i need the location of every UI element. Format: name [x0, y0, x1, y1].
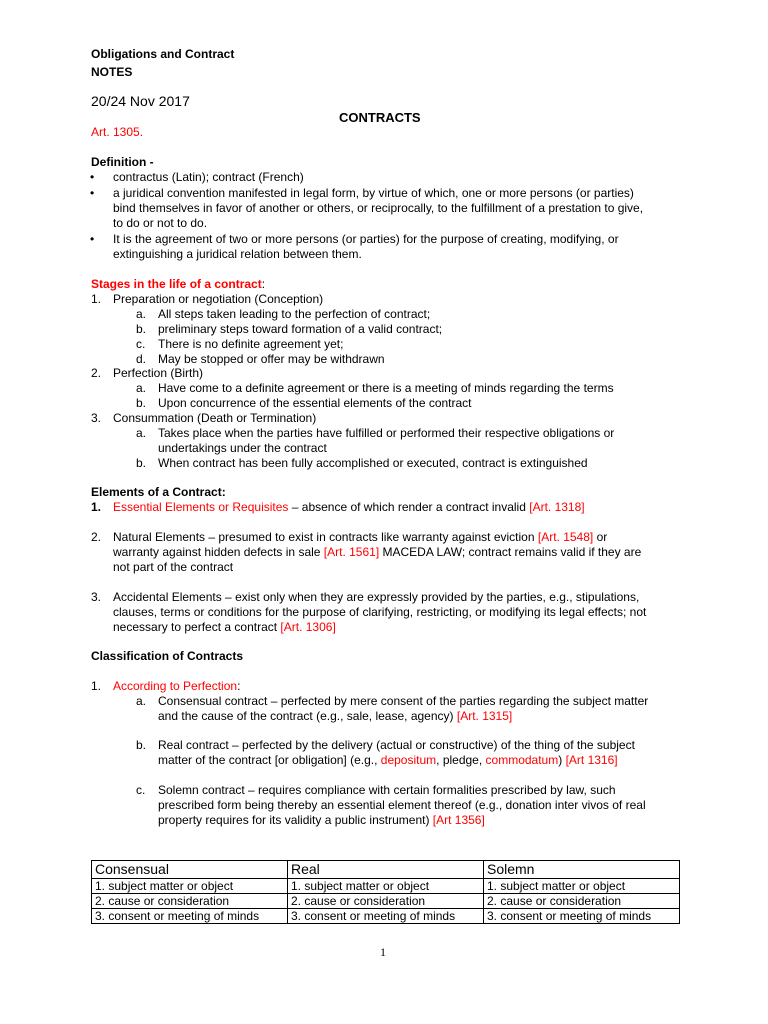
element-2-num: 2. — [91, 530, 102, 544]
table-header-solemn: Solemn — [484, 861, 680, 879]
class-a-art: [Art. 1315] — [456, 709, 513, 723]
class-c-letter: c. — [136, 783, 146, 797]
date: 20/24 Nov 2017 — [91, 93, 190, 109]
classification-1-num: 1. — [91, 679, 102, 693]
bullet-2: • — [90, 186, 95, 200]
table-cell: 1. subject matter or object — [288, 879, 484, 894]
page-title: CONTRACTS — [339, 110, 421, 125]
elements-heading: Elements of a Contract: — [91, 485, 226, 499]
table-cell: 2. cause or consideration — [92, 894, 288, 909]
definition-bullet-2-line1: a juridical convention manifested in legal form, by virtue of which, one or more persons (or parties) — [113, 186, 634, 200]
stages-heading — [91, 277, 265, 292]
class-a-line2 — [158, 709, 512, 724]
stage-1b-letter: b. — [136, 322, 147, 336]
stage-2-label: Perfection (Birth) — [113, 366, 204, 380]
stage-2a-letter: a. — [136, 381, 147, 395]
stage-1c-letter: c. — [136, 337, 146, 351]
stage-3a-text-line2: undertakings under the contract — [158, 441, 327, 455]
table-cell: 3. consent or meeting of minds — [92, 909, 288, 924]
table-row — [92, 879, 680, 894]
class-c-line3 — [158, 813, 485, 828]
table-row — [92, 894, 680, 909]
table-header-real: Real — [288, 861, 484, 879]
element-1 — [113, 500, 585, 515]
depositum: depositum — [380, 753, 437, 767]
element-2-text-c: warranty against hidden defects in sale — [113, 545, 324, 559]
table-cell: 1. subject matter or object — [484, 879, 680, 894]
header-notes: NOTES — [91, 65, 133, 79]
stage-3b-text: When contract has been fully accomplished or executed, contract is extinguished — [158, 456, 588, 470]
commodatum: commodatum — [485, 753, 559, 767]
element-2-text-a: Natural Elements – presumed to exist in contracts like warranty against eviction — [113, 530, 538, 544]
according-to-perfection: According to Perfection — [113, 679, 238, 693]
stage-1-label: Preparation or negotiation (Conception) — [113, 292, 324, 306]
table-cell: 1. subject matter or object — [92, 879, 288, 894]
class-a-letter: a. — [136, 694, 147, 708]
table-header-row — [92, 861, 680, 879]
table-cell: 2. cause or consideration — [288, 894, 484, 909]
classification-colon: : — [237, 679, 241, 693]
classification-1-label — [113, 679, 240, 694]
class-a-text: and the cause of the contract (e.g., sale, lease, agency) — [158, 709, 457, 723]
element-3-art: [Art. 1306] — [280, 620, 336, 634]
class-b-letter: b. — [136, 738, 147, 752]
definition-bullet-3-line2: extinguishing a juridical relation between them. — [113, 247, 362, 261]
table-row — [92, 909, 680, 924]
class-c-art: [Art 1356] — [432, 813, 485, 827]
stage-2b-letter: b. — [136, 396, 147, 410]
table-cell: 3. consent or meeting of minds — [484, 909, 680, 924]
element-2-text-b: or — [593, 530, 608, 544]
element-1-text: – absence of which render a contract invalid — [288, 500, 530, 514]
definition-heading: Definition - — [91, 155, 154, 169]
element-3-line1: Accidental Elements – exist only when they are expressly provided by the parties, e.g., stipulations, — [113, 590, 640, 604]
element-1-art: [Art. 1318] — [529, 500, 585, 514]
stage-1c-text: There is no definite agreement yet; — [158, 337, 344, 351]
class-a-line1: Consensual contract – perfected by mere consent of the parties regarding the subject matter — [158, 694, 649, 708]
class-b-text-b: , pledge, — [436, 753, 486, 767]
class-b-line2 — [158, 753, 618, 768]
element-3-text: necessary to perfect a contract — [113, 620, 281, 634]
element-1-name: Essential Elements or Requisites — [113, 500, 289, 514]
element-2-line1 — [113, 530, 607, 545]
stage-3b-letter: b. — [136, 456, 147, 470]
class-c-line2: prescribed form being thereby an essential element thereof (e.g., donation inter vivos of real — [158, 798, 646, 812]
stages-heading-text: Stages in the life of a contract — [91, 277, 262, 291]
art-reference: Art. 1305. — [91, 125, 144, 139]
class-b-text-a: matter of the contract [or obligation] (e.g., — [158, 753, 381, 767]
class-b-line1: Real contract – perfected by the delivery (actual or constructive) of the thing of the subject — [158, 738, 635, 752]
element-1-num: 1. — [91, 500, 102, 514]
stage-3a-letter: a. — [136, 426, 147, 440]
definition-bullet-1: contractus (Latin); contract (French) — [113, 170, 304, 184]
element-3-line3 — [113, 620, 336, 635]
stage-2b-text: Upon concurrence of the essential elements of the contract — [158, 396, 472, 410]
requisites-table — [91, 860, 680, 924]
stage-1a-letter: a. — [136, 307, 147, 321]
bullet-1: • — [90, 170, 95, 184]
element-3-num: 3. — [91, 590, 102, 604]
stage-3a-text-line1: Takes place when the parties have fulfilled or performed their respective obligations or — [158, 426, 615, 440]
element-2-art-1561: [Art. 1561] — [323, 545, 380, 559]
stage-1d-text: May be stopped or offer may be withdrawn — [158, 352, 385, 366]
stages-heading-colon: : — [261, 277, 266, 291]
class-c-text: property requires for its validity a public instrument) — [158, 813, 433, 827]
classification-heading: Classification of Contracts — [91, 649, 244, 663]
element-2-text-d: MACEDA LAW; contract remains valid if they are — [379, 545, 642, 559]
stage-1a-text: All steps taken leading to the perfection of contract; — [158, 307, 431, 321]
definition-bullet-2-line2: bind themselves in favor of another or others, or reciprocally, to the fulfillment of a prestation to give, — [113, 201, 644, 215]
element-3-line2: clauses, terms or conditions for the purpose of clarifying, restricting, or modifying its legal effects; not — [113, 605, 647, 619]
class-b-art: [Art 1316] — [565, 753, 618, 767]
stage-3-num: 3. — [91, 411, 102, 425]
bullet-3: • — [90, 232, 95, 246]
stage-2a-text: Have come to a definite agreement or there is a meeting of minds regarding the terms — [158, 381, 614, 395]
class-b-text-c: ) — [558, 753, 566, 767]
element-2-line3: not part of the contract — [113, 560, 234, 574]
stage-1-num: 1. — [91, 292, 102, 306]
page-number: 1 — [380, 945, 386, 959]
element-2-line2 — [113, 545, 641, 560]
definition-bullet-2-line3: to do or not to do. — [113, 216, 208, 230]
table-header-consensual: Consensual — [92, 861, 288, 879]
element-2-art-1548: [Art. 1548] — [537, 530, 594, 544]
stage-3-label: Consummation (Death or Termination) — [113, 411, 317, 425]
definition-bullet-3-line1: It is the agreement of two or more persons (or parties) for the purpose of creating, modifying, or — [113, 232, 619, 246]
stage-2-num: 2. — [91, 366, 102, 380]
table-cell: 2. cause or consideration — [484, 894, 680, 909]
table-cell: 3. consent or meeting of minds — [288, 909, 484, 924]
header-course: Obligations and Contract — [91, 47, 235, 61]
class-c-line1: Solemn contract – requires compliance with certain formalities prescribed by law, such — [158, 783, 616, 797]
stage-1b-text: preliminary steps toward formation of a valid contract; — [158, 322, 443, 336]
stage-1d-letter: d. — [136, 352, 147, 366]
